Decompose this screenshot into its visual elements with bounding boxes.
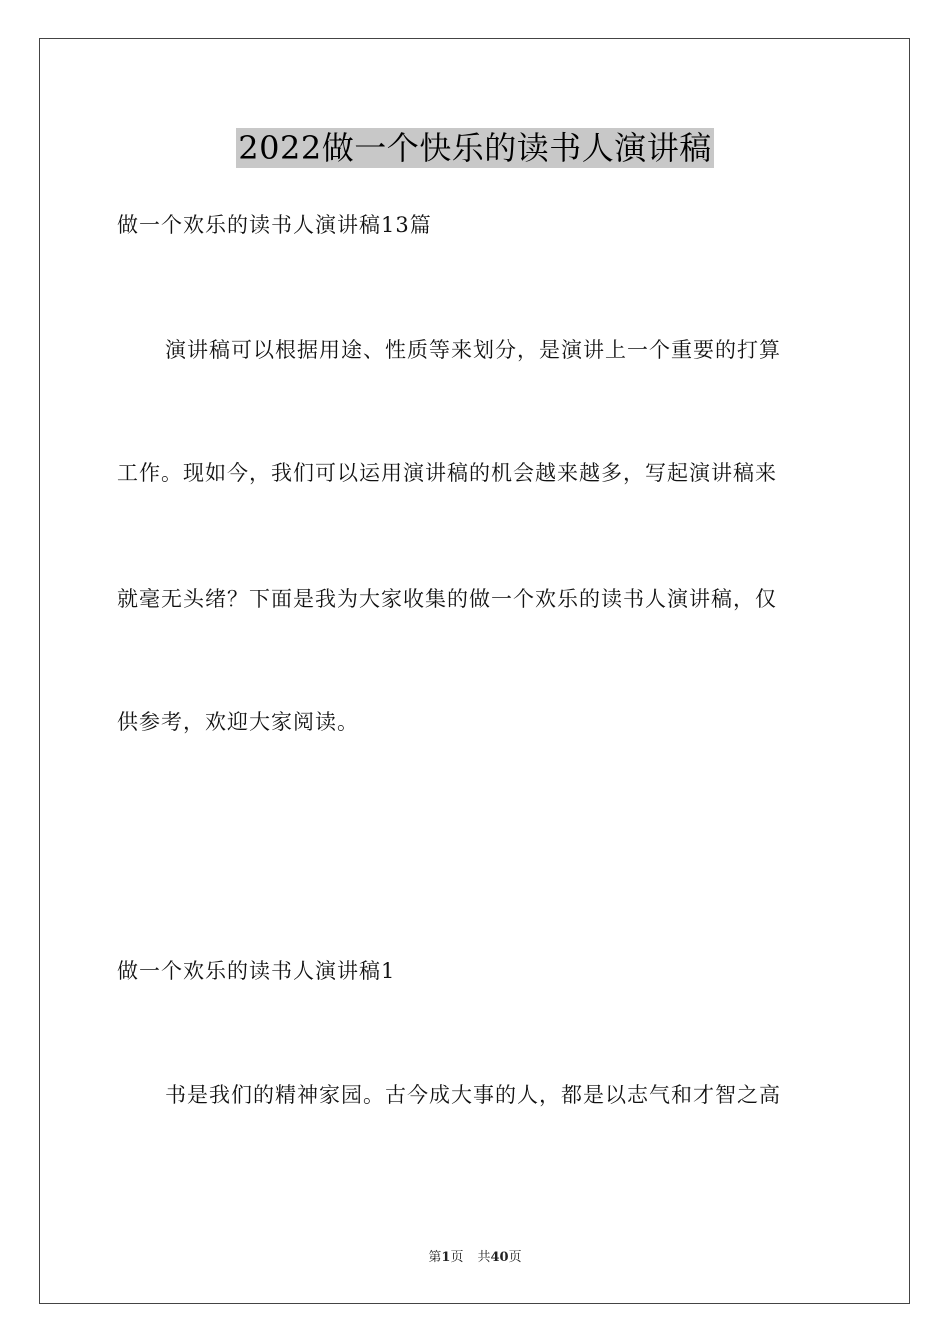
footer-total-pages: 40 [490,1250,509,1265]
document-subtitle: 做一个欢乐的读书人演讲稿13篇 [117,213,432,237]
intro-line-4: 供参考，欢迎大家阅读。 [117,710,359,734]
footer-page-suffix: 页 [450,1250,464,1265]
footer-page-prefix: 第 [428,1250,442,1265]
footer-page-number: 1 [441,1250,451,1265]
page-footer [0,1249,950,1267]
footer-total-suffix: 页 [508,1250,522,1265]
document-title: 2022做一个快乐的读书人演讲稿 [238,129,712,167]
section-heading: 做一个欢乐的读书人演讲稿1 [117,959,396,983]
title-wrap [0,128,950,168]
footer-total-prefix: 共 [477,1250,491,1265]
intro-line-1: 演讲稿可以根据用途、性质等来划分，是演讲上一个重要的打算 [165,338,781,362]
section-paragraph-line-1: 书是我们的精神家园。古今成大事的人，都是以志气和才智之高 [165,1083,781,1107]
intro-line-2: 工作。现如今，我们可以运用演讲稿的机会越来越多，写起演讲稿来 [117,461,777,485]
intro-line-3: 就毫无头绪？下面是我为大家收集的做一个欢乐的读书人演讲稿，仅 [117,587,777,611]
